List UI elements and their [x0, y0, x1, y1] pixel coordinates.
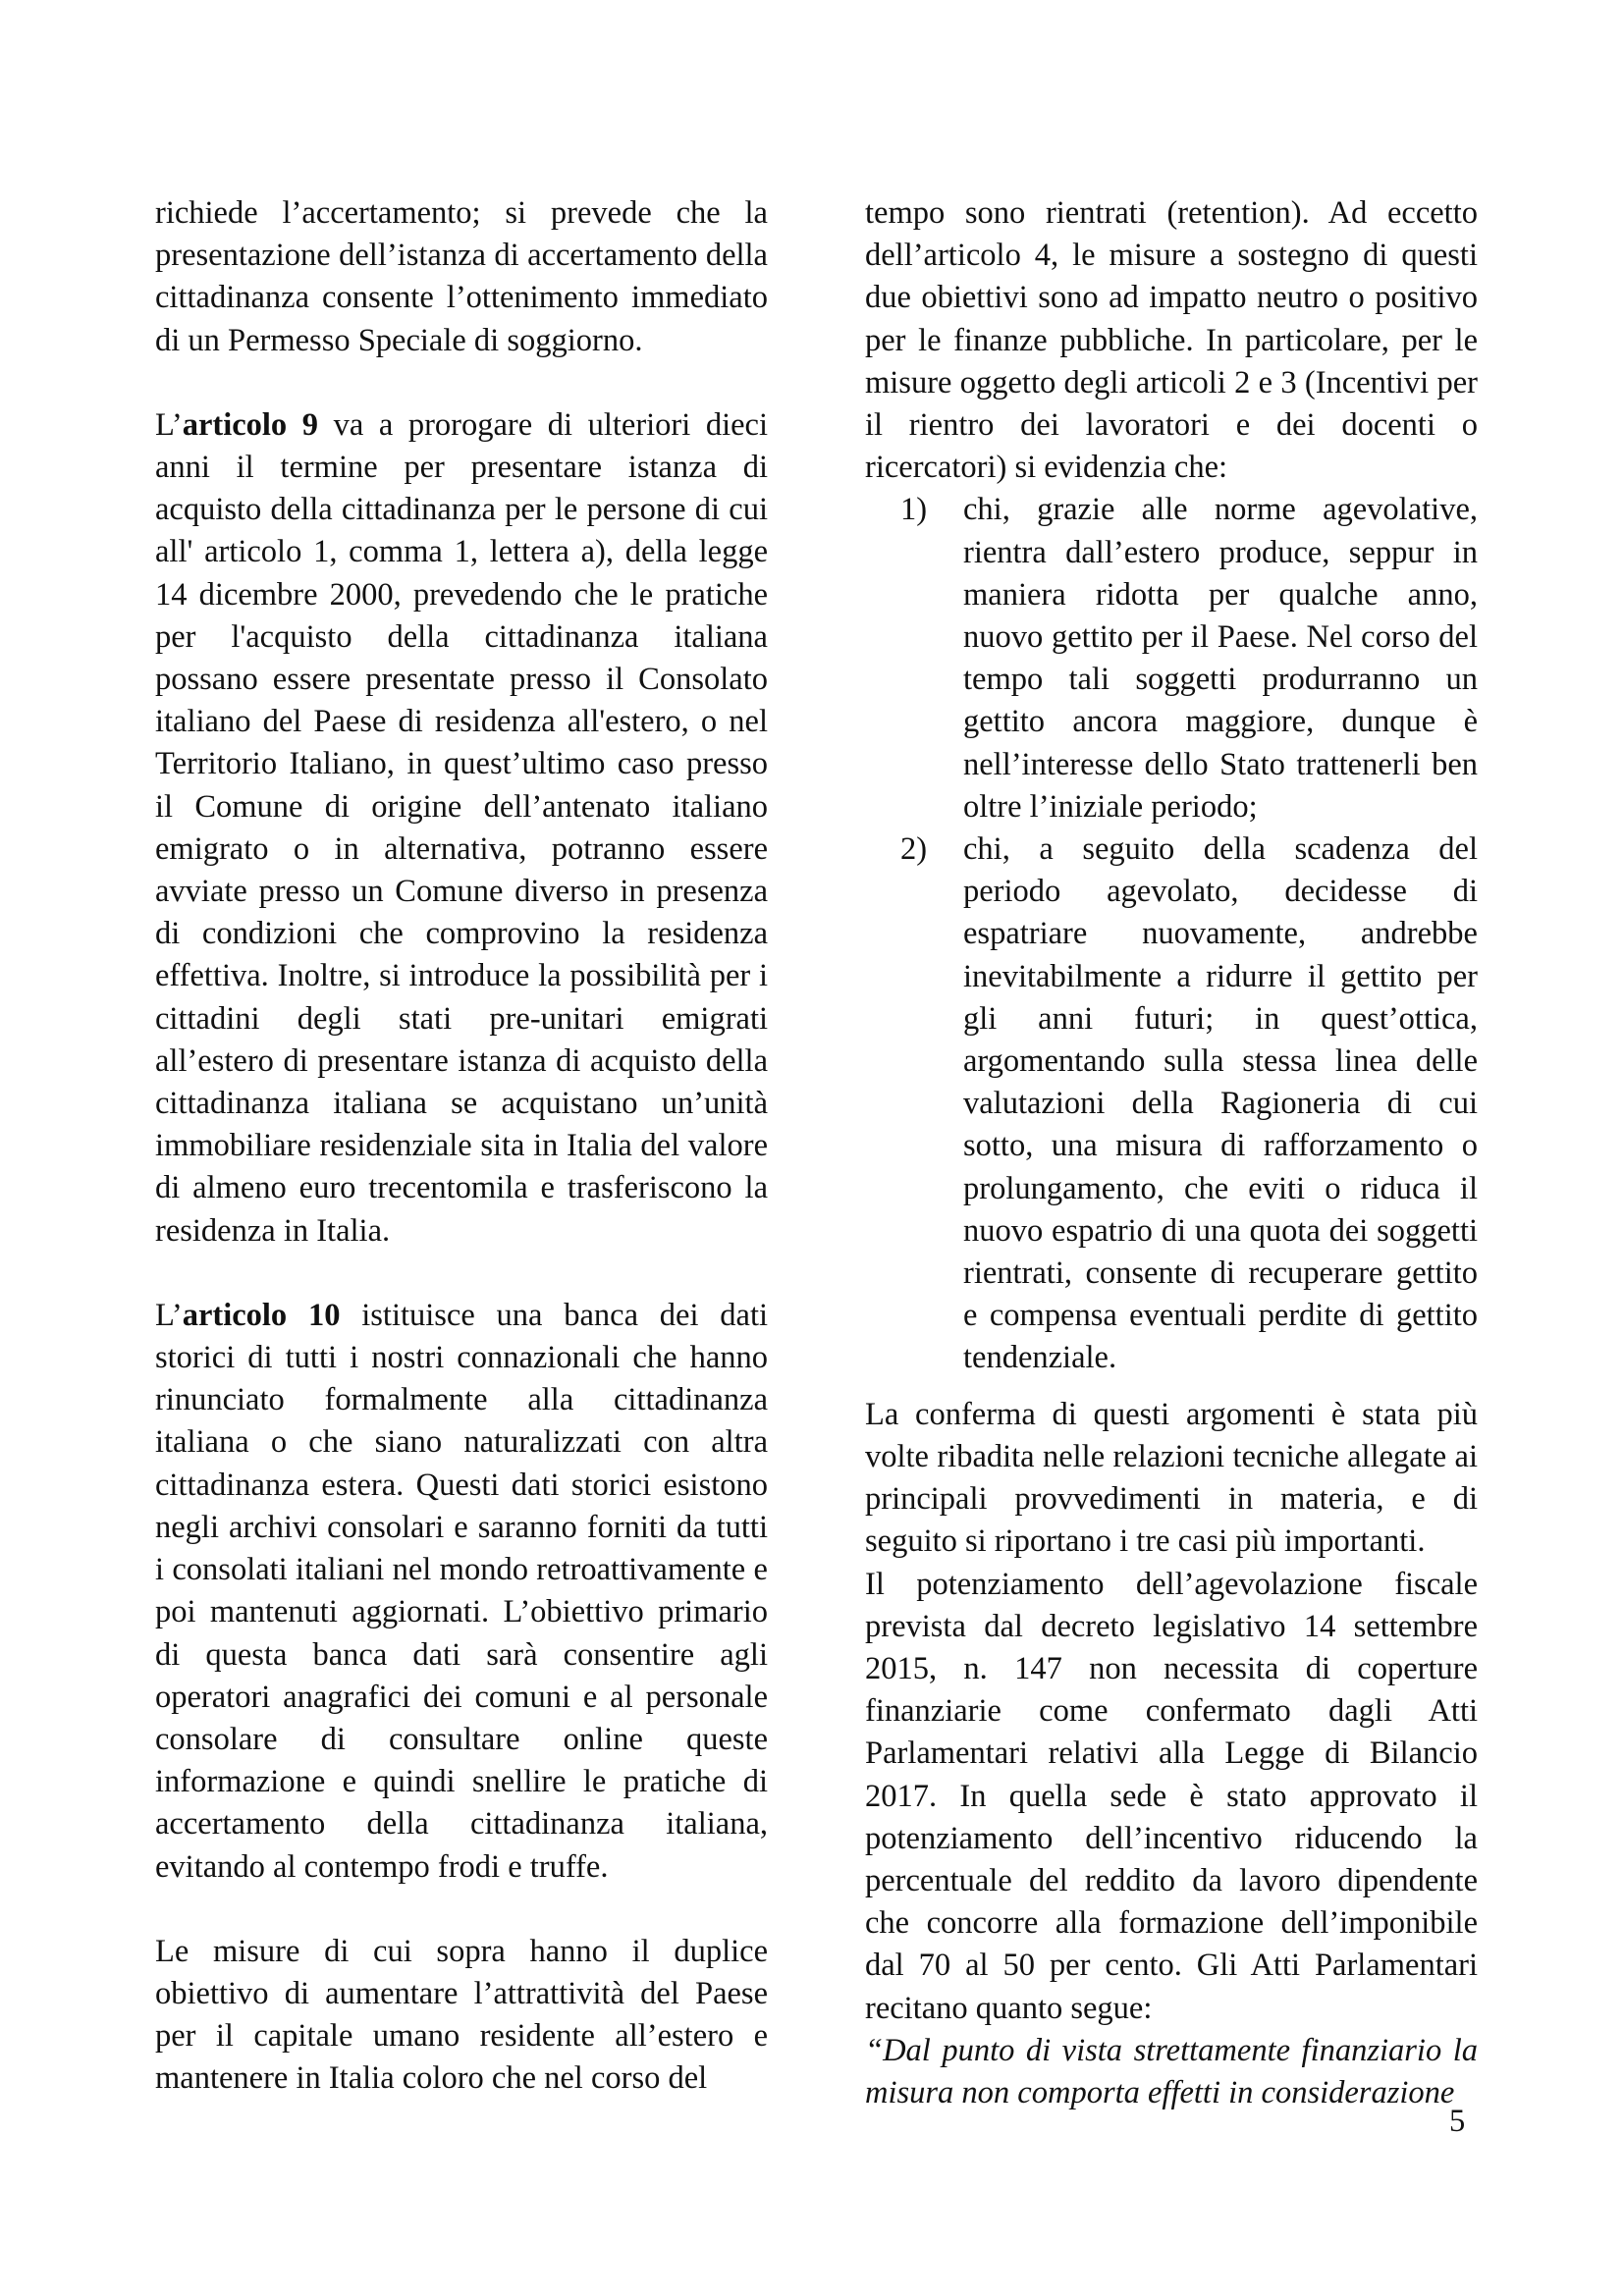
list-number: 2)	[900, 831, 928, 868]
article-reference: articolo 10	[182, 1297, 341, 1333]
paragraph: tempo sono rientrati (retention). Ad eccetto dell’articolo 4, le misure a sostegno di questi due obiettivi sono ad impatto neutro o positivo per le finanze pubbliche. In particolare, per le misure oggetto degli articoli 2 e 3 (Incentivi per il rientro dei lavoratori e dei docenti o ricercatori) si evidenzia che:	[865, 195, 1478, 486]
paragraph: La conferma di questi argomenti è stata più volte ribadita nelle relazioni tecniche allegate ai principali provvedimenti in materia, e di seguito si riportano i tre casi più importanti.	[865, 1396, 1478, 1560]
paragraph: Il potenziamento dell’agevolazione fiscale prevista dal decreto legislativo 14 settembre 2015, n. 147 non necessita di coperture finanziarie come confermato dagli Atti Parlamentari relativi alla Legge di Bilancio 2017. In quella sede è stato approvato il potenziamento dell’incentivo riducendo la percentuale del reddito da lavoro dipendente che concorre alla formazione dell’imponibile dal 70 al 50 per cento. Gli Atti Parlamentari recitano quanto segue:	[865, 1566, 1478, 2026]
page-number: 5	[1449, 2104, 1466, 2139]
list-number: 1)	[900, 492, 928, 528]
left-column	[155, 192, 768, 2101]
paragraph-articolo-9: L’articolo 9 va a prorogare di ulteriori dieci anni il termine per presentare istanza di acquisto della cittadinanza per le persone di cui all' articolo 1, comma 1, lettera a), della legge 14 dicembre 2000, prevedendo che le pratiche per l'acquisto della cittadinanza italiana possano essere presentate presso il Consolato italiano del Paese di residenza all'estero, o nel Territorio Italiano, in quest’ultimo caso presso il Comune di origine dell’antenato italiano emigrato o in alternativa, potranno essere avviate presso un Comune diverso in presenza di condizioni che comprovino la residenza effettiva. Inoltre, si introduce la possibilità per i cittadini degli stati pre-unitari emigrati all’estero di presentare istanza di acquisto della cittadinanza italiana se acquistano un’unità immobiliare residenziale sita in Italia del valore di almeno euro trecentomila e trasferiscono la residenza in Italia.	[155, 406, 769, 1249]
paragraph: Le misure di cui sopra hanno il duplice obiettivo di aumentare l’attrattività del Paese per il capitale umano residente all’estero e mantenere in Italia coloro che nel corso del	[155, 1933, 768, 2097]
paragraph: richiede l’accertamento; si prevede che la presentazione dell’istanza di accertamento della cittadinanza consente l’ottenimento immediato di un Permesso Speciale di soggiorno.	[155, 195, 768, 358]
article-reference: articolo 9	[182, 406, 319, 443]
quotation: “Dal punto di vista strettamente finanziario la misura non comporta effetti in considerazione	[865, 2032, 1478, 2110]
right-column	[865, 192, 1478, 2114]
list-item: 1) chi, grazie alle norme agevolative, rientra dall’estero produce, seppur in maniera ridotta per qualche anno, nuovo gettito per il Paese. Nel corso del tempo tali soggetti produrranno un gettito ancora maggiore, dunque è nell’interesse dello Stato trattenerli ben oltre l’iniziale periodo;	[865, 489, 1478, 828]
paragraph-articolo-10: L’articolo 10 istituisce una banca dei dati storici di tutti i nostri connazionali che hanno rinunciato formalmente alla cittadinanza italiana o che siano naturalizzati con altra cittadinanza estera. Questi dati storici esistono negli archivi consolari e saranno forniti da tutti i consolati italiani nel mondo retroattivamente e poi mantenuti aggiornati. L’obiettivo primario di questa banca dati sarà consentire agli operatori anagrafici dei comuni e al personale consolare di consultare online queste informazione e quindi snellire le pratiche di accertamento della cittadinanza italiana, evitando al contempo frodi e truffe.	[155, 1297, 769, 1885]
list-item: 2) chi, a seguito della scadenza del periodo agevolato, decidesse di espatriare nuovamente, andrebbe inevitabilmente a ridurre il gettito per gli anni futuri; in quest’ottica, argomentando sulla stessa linea delle valutazioni della Ragioneria di cui sotto, una misura di rafforzamento o prolungamento, che eviti o riduca il nuovo espatrio di una quota dei soggetti rientrati, consente di recuperare gettito e compensa eventuali perdite di gettito tendenziale.	[865, 828, 1478, 1380]
numbered-list	[865, 489, 1478, 1379]
